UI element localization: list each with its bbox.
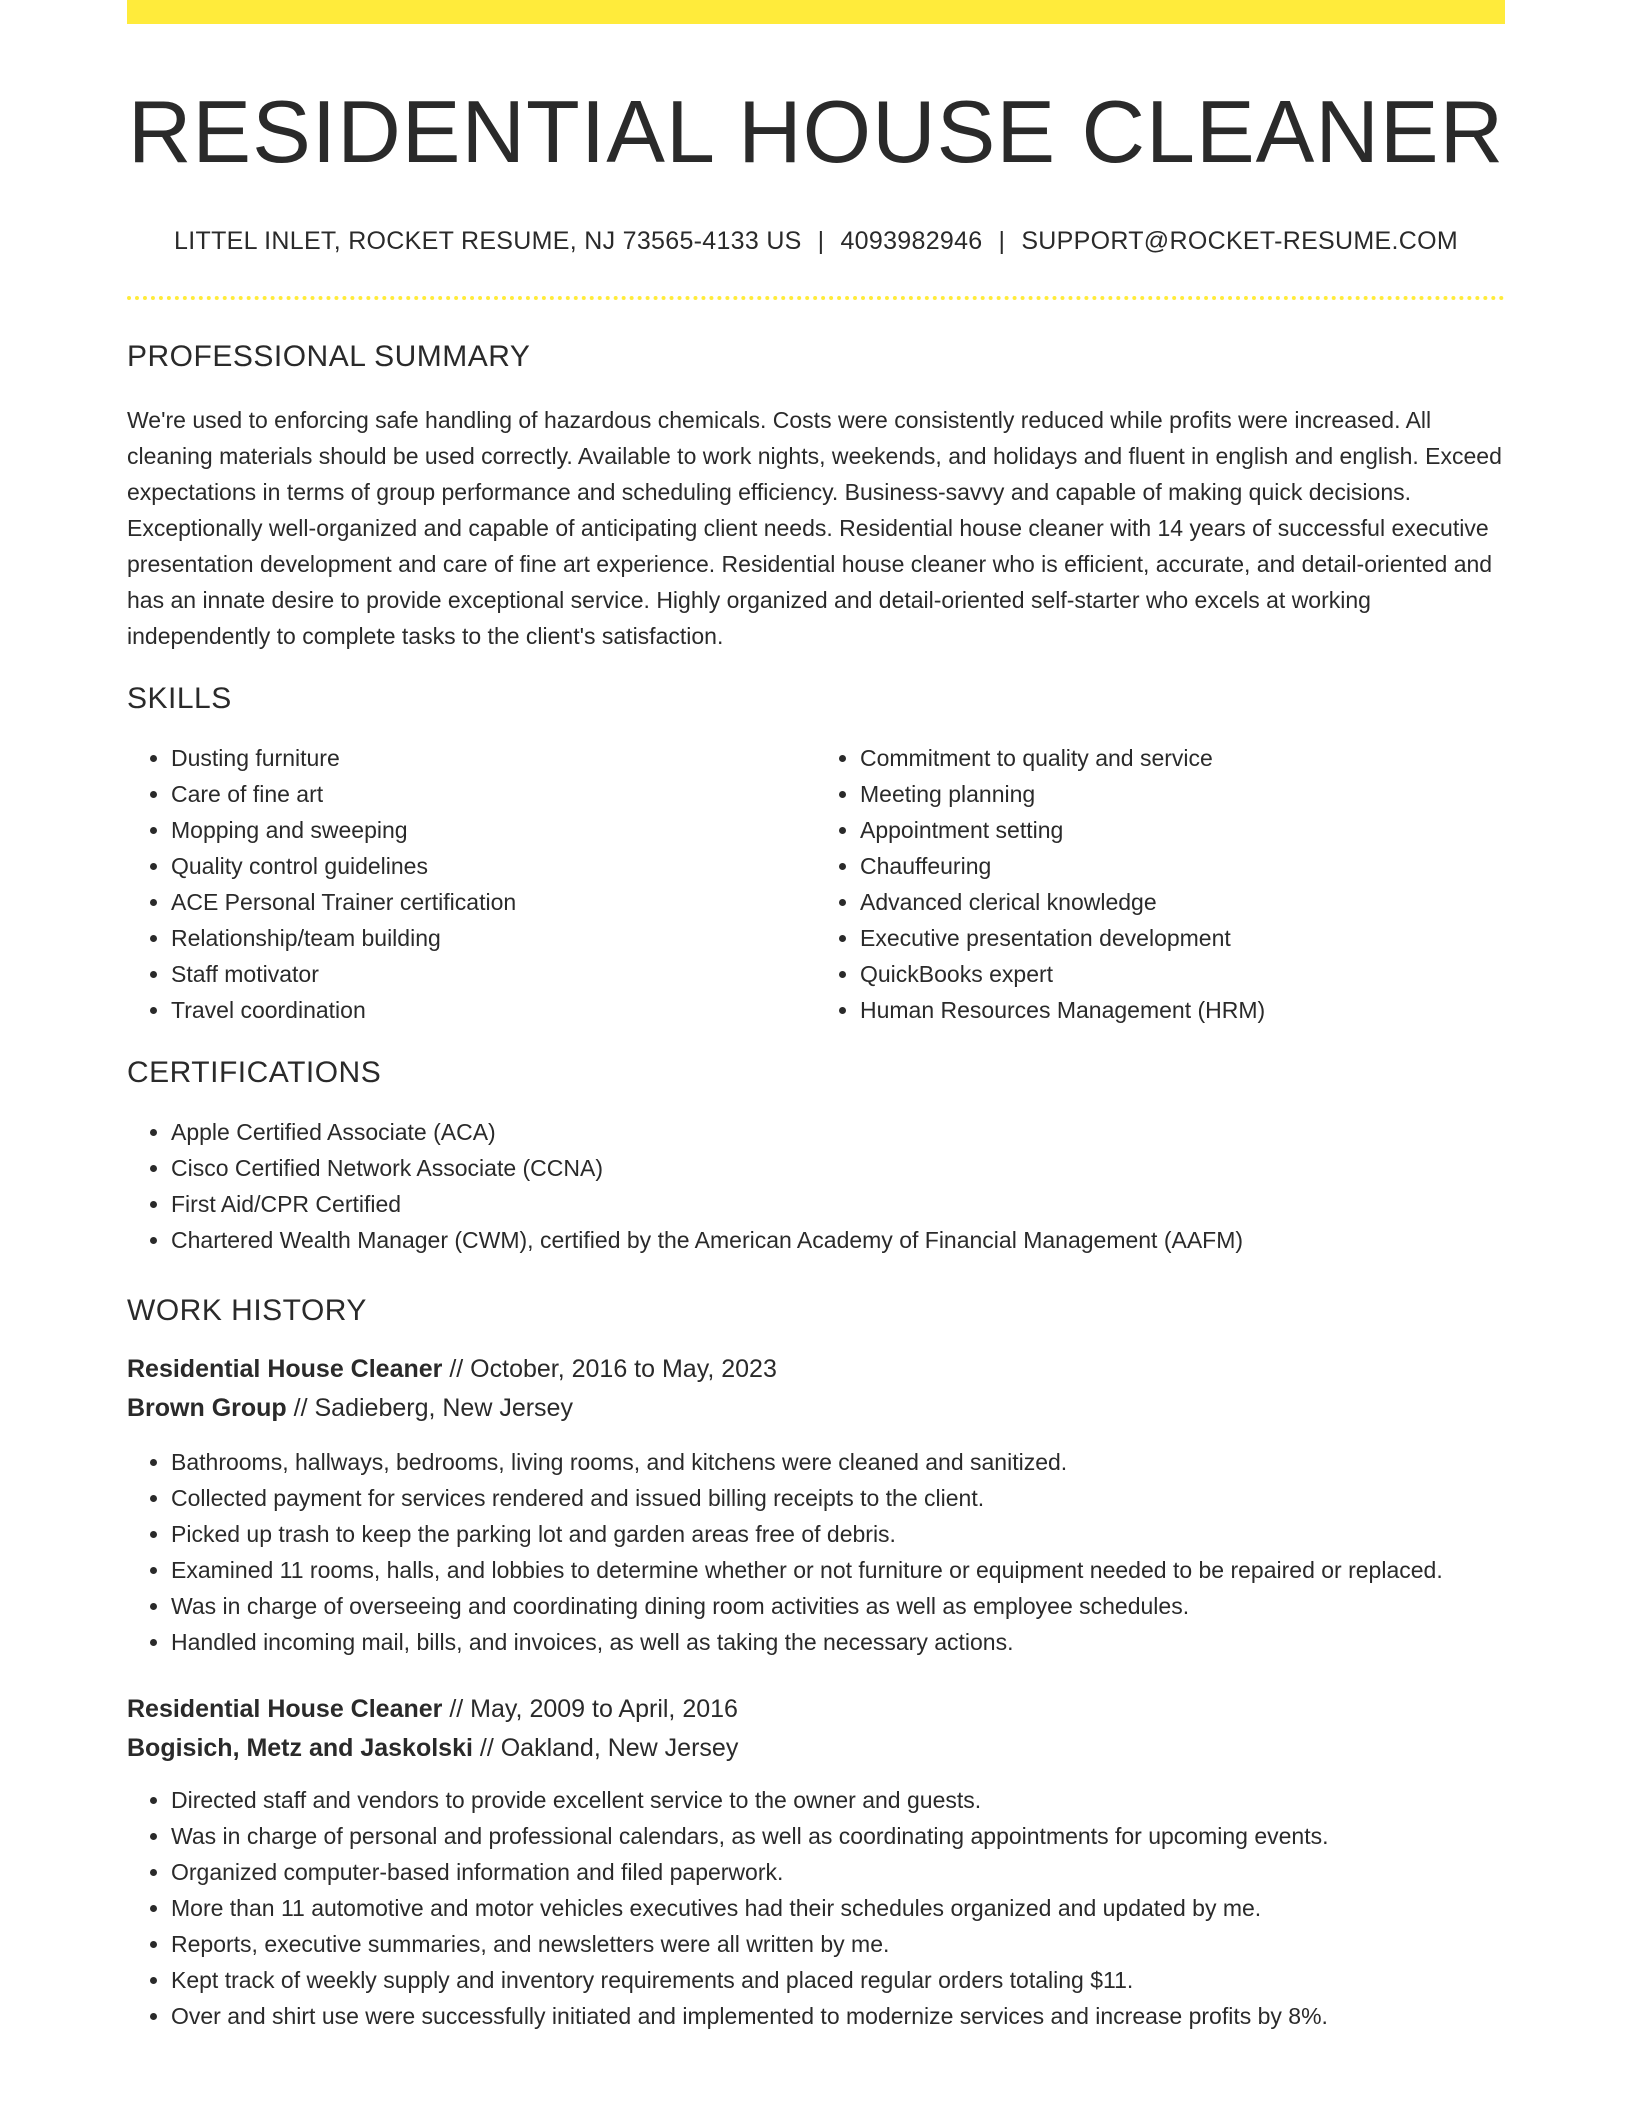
job-entry	[127, 1690, 1505, 2034]
skill-item: • QuickBooks expert	[860, 956, 1505, 992]
skill-item: • Mopping and sweeping	[171, 812, 816, 848]
certification-item: • Cisco Certified Network Associate (CCNA)	[171, 1150, 1505, 1186]
certification-item: • Chartered Wealth Manager (CWM), certified by the American Academy of Financial Management (AAFM)	[171, 1222, 1505, 1258]
company-location: // Sadieberg, New Jersey	[286, 1393, 573, 1422]
company-name: Brown Group	[127, 1393, 287, 1422]
skill-item: • ACE Personal Trainer certification	[171, 884, 816, 920]
job-title-line	[127, 1690, 1505, 1729]
contact-phone: 4093982946	[840, 226, 983, 255]
certification-item: • First Aid/CPR Certified	[171, 1186, 1505, 1222]
skill-item: • Meeting planning	[860, 776, 1505, 812]
job-bullets	[127, 1782, 1505, 2034]
section-title-work-history: WORK HISTORY	[127, 1293, 367, 1327]
contact-line	[127, 227, 1505, 256]
section-title-skills: SKILLS	[127, 681, 232, 715]
company-line	[127, 1729, 1505, 1768]
contact-address: LITTEL INLET, ROCKET RESUME, NJ 73565-4133 US	[174, 226, 802, 255]
job-bullet: • Was in charge of personal and professional calendars, as well as coordinating appointments for upcoming events.	[171, 1818, 1505, 1854]
certification-item: • Apple Certified Associate (ACA)	[171, 1114, 1505, 1150]
job-bullet: • Was in charge of overseeing and coordinating dining room activities as well as employee schedules.	[171, 1588, 1505, 1624]
contact-email: SUPPORT@ROCKET-RESUME.COM	[1021, 226, 1458, 255]
certifications-list	[127, 1114, 1505, 1258]
job-title-line	[127, 1350, 1505, 1389]
skill-item: • Relationship/team building	[171, 920, 816, 956]
contact-separator: |	[998, 226, 1006, 255]
skills-list-left	[127, 740, 816, 1028]
job-bullets	[127, 1444, 1505, 1660]
skill-item: • Human Resources Management (HRM)	[860, 992, 1505, 1028]
dotted-divider	[127, 296, 1505, 300]
skill-item: • Commitment to quality and service	[860, 740, 1505, 776]
skills-list-right	[816, 740, 1505, 1028]
company-line	[127, 1389, 1505, 1428]
job-bullet: • Directed staff and vendors to provide excellent service to the owner and guests.	[171, 1782, 1505, 1818]
job-bullet: • Collected payment for services rendered and issued billing receipts to the client.	[171, 1480, 1505, 1516]
skill-item: • Dusting furniture	[171, 740, 816, 776]
job-entry	[127, 1350, 1505, 1660]
accent-top-bar	[127, 0, 1505, 24]
job-bullet: • Kept track of weekly supply and inventory requirements and placed regular orders totaling $11.	[171, 1962, 1505, 1998]
job-dates: // October, 2016 to May, 2023	[442, 1354, 777, 1383]
section-title-summary: PROFESSIONAL SUMMARY	[127, 339, 531, 373]
skill-item: • Quality control guidelines	[171, 848, 816, 884]
job-bullet: • Picked up trash to keep the parking lot and garden areas free of debris.	[171, 1516, 1505, 1552]
job-bullet: • Examined 11 rooms, halls, and lobbies to determine whether or not furniture or equipment needed to be repaired or replaced.	[171, 1552, 1505, 1588]
job-dates: // May, 2009 to April, 2016	[442, 1694, 738, 1723]
job-bullet: • Over and shirt use were successfully initiated and implemented to modernize services and increase profits by 8%.	[171, 1998, 1505, 2034]
job-bullet: • Bathrooms, hallways, bedrooms, living rooms, and kitchens were cleaned and sanitized.	[171, 1444, 1505, 1480]
contact-separator: |	[817, 226, 825, 255]
job-bullet: • Handled incoming mail, bills, and invoices, as well as taking the necessary actions.	[171, 1624, 1505, 1660]
job-title: Residential House Cleaner	[127, 1694, 443, 1723]
job-bullet: • Organized computer-based information and filed paperwork.	[171, 1854, 1505, 1890]
company-name: Bogisich, Metz and Jaskolski	[127, 1733, 473, 1762]
skill-item: • Travel coordination	[171, 992, 816, 1028]
resume-name-heading: RESIDENTIAL HOUSE CLEANER	[127, 82, 1505, 181]
skill-item: • Advanced clerical knowledge	[860, 884, 1505, 920]
summary-text: We're used to enforcing safe handling of hazardous chemicals. Costs were consistently reduced while profits were increased. All cleaning materials should be used correctly. Available to work nights, weekends, and holidays and fluent in english and english. Exceed expectations in terms of group performance and scheduling efficiency. Business-savvy and capable of making quick decisions. Exceptionally well-organized and capable of anticipating client needs. Residential house cleaner with 14 years of successful executive presentation development and care of fine art experience. Residential house cleaner who is efficient, accurate, and detail-oriented and has an innate desire to provide exceptional service. Highly organized and detail-oriented self-starter who excels at working independently to complete tasks to the client's satisfaction.	[127, 406, 1502, 649]
skills-columns	[127, 740, 1505, 1028]
skill-item: • Staff motivator	[171, 956, 816, 992]
section-title-certifications: CERTIFICATIONS	[127, 1055, 382, 1089]
resume-page	[127, 0, 1505, 2034]
skill-item: • Executive presentation development	[860, 920, 1505, 956]
job-bullet: • More than 11 automotive and motor vehicles executives had their schedules organized and updated by me.	[171, 1890, 1505, 1926]
job-title: Residential House Cleaner	[127, 1354, 443, 1383]
company-location: // Oakland, New Jersey	[472, 1733, 739, 1762]
skill-item: • Care of fine art	[171, 776, 816, 812]
skill-item: • Chauffeuring	[860, 848, 1505, 884]
skill-item: • Appointment setting	[860, 812, 1505, 848]
job-bullet: • Reports, executive summaries, and newsletters were all written by me.	[171, 1926, 1505, 1962]
